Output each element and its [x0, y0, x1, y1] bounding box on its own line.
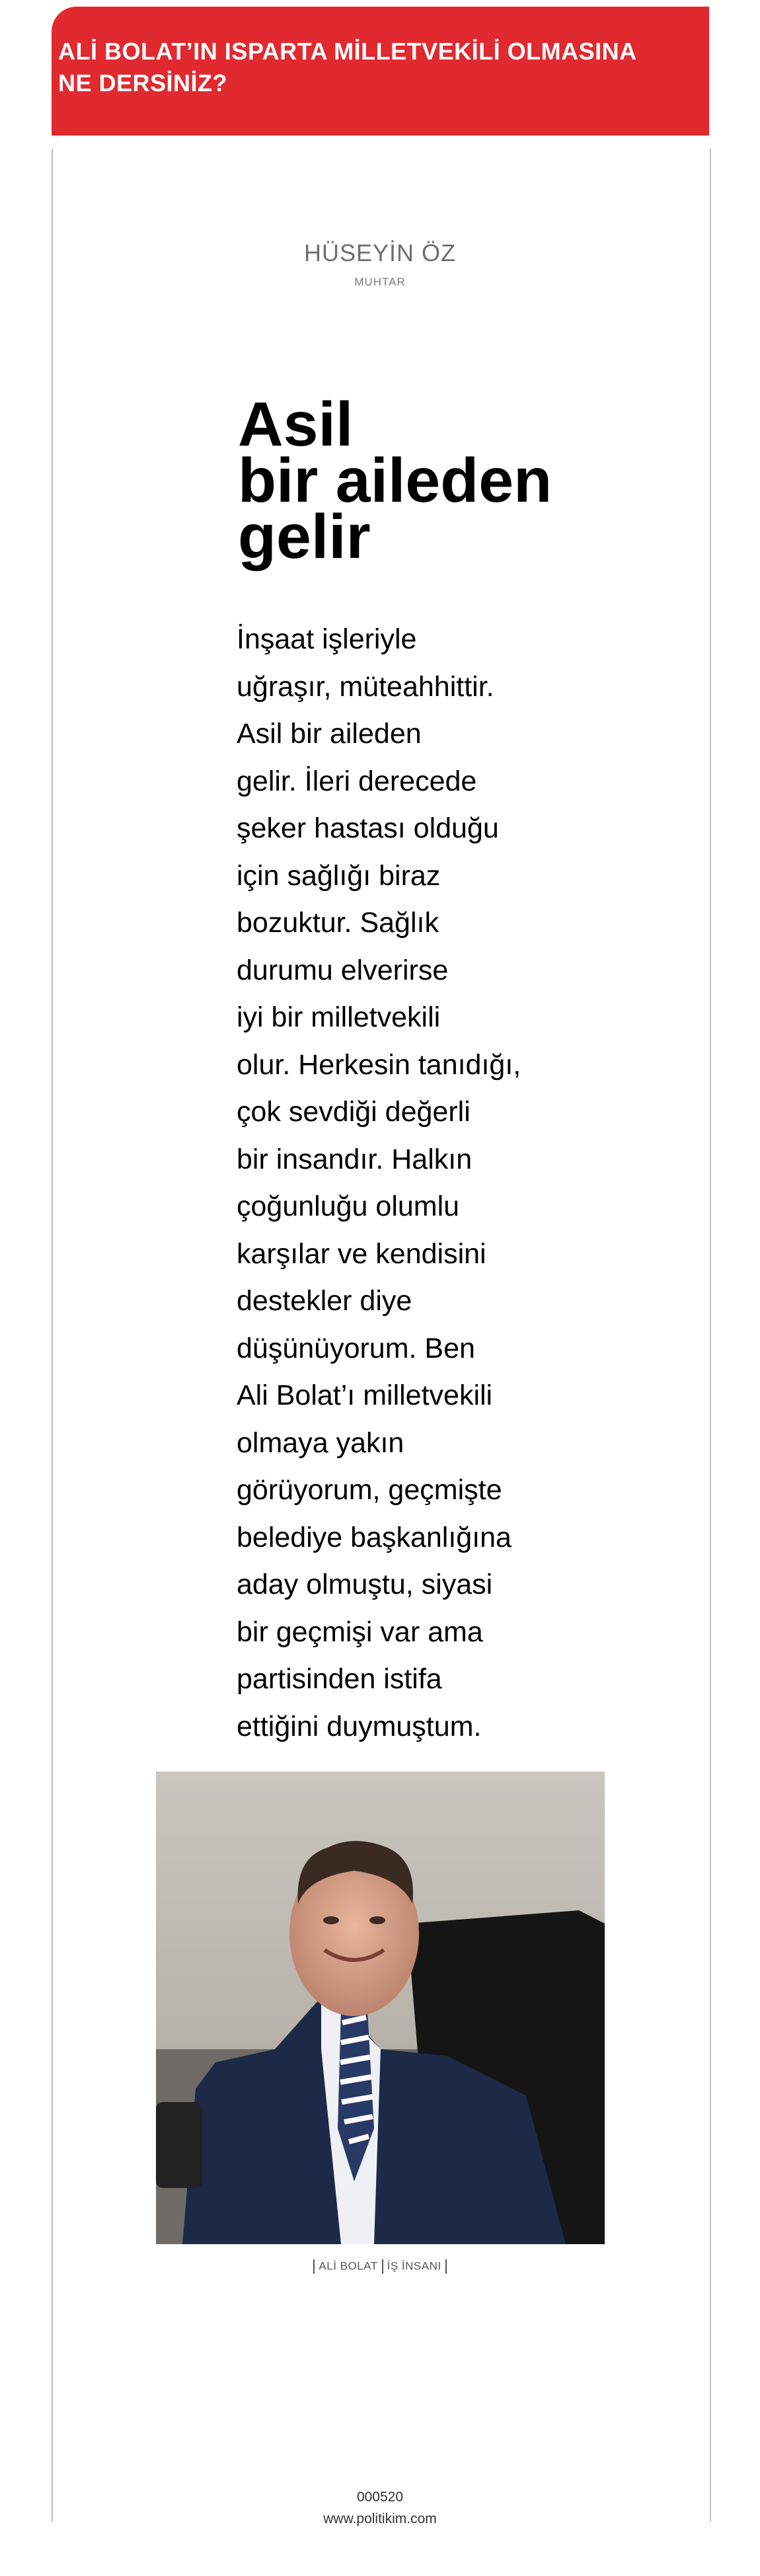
article-body	[237, 616, 620, 1750]
portrait-illustration	[156, 1772, 605, 2244]
body-line: olmaya yakın	[237, 1426, 404, 1459]
headline	[238, 389, 608, 572]
body-line: ettiğini duymuştum.	[237, 1710, 482, 1742]
body-line: destekler diye	[237, 1285, 412, 1317]
caption-separator	[445, 2259, 447, 2274]
caption-separator	[313, 2259, 315, 2274]
body-line: belediye başkanlığına	[237, 1521, 512, 1553]
body-line: olur. Herkesin tanıdığı,	[237, 1048, 521, 1081]
author-role: MUHTAR	[354, 276, 406, 288]
body-line: düşünüyorum. Ben	[237, 1332, 475, 1364]
body-line: İnşaat işleriyle	[237, 623, 417, 655]
banner-question: ALİ BOLAT’IN ISPARTA MİLLETVEKİLİ OLMASINA NE DERSİNİZ?	[58, 38, 636, 97]
left-border-rule	[52, 149, 53, 2522]
microphone	[156, 2102, 202, 2188]
body-line: partisinden istifa	[237, 1663, 442, 1695]
right-eye	[369, 1916, 385, 1924]
left-eye	[323, 1916, 339, 1924]
body-line: durumu elverirse	[237, 954, 449, 986]
body-line: bir insandır. Halkın	[237, 1143, 473, 1175]
body-line: çoğunluğu olumlu	[237, 1190, 460, 1222]
body-line: için sağlığı biraz	[237, 859, 441, 892]
headline-line: bir aileden	[238, 446, 552, 516]
website-link[interactable]: www.politikim.com	[323, 2511, 437, 2526]
body-line: görüyorum, geçmişte	[237, 1474, 502, 1506]
headline-line: gelir	[238, 502, 371, 572]
body-line: Asil bir aileden	[237, 718, 422, 750]
photo-caption	[0, 2259, 760, 2274]
body-line: Ali Bolat’ı milletvekili	[237, 1380, 493, 1411]
caption-separator	[382, 2259, 383, 2274]
page-number: 000520	[356, 2489, 404, 2505]
caption-title: İŞ İNSANI	[387, 2259, 441, 2273]
caption-name: ALİ BOLAT	[319, 2259, 378, 2273]
body-line: uğraşır, müteahhittir.	[237, 670, 494, 703]
body-line: bozuktur. Sağlık	[237, 907, 439, 939]
portrait-photo	[156, 1772, 605, 2244]
right-border-rule	[710, 149, 711, 2522]
body-line: aday olmuştu, siyasi	[237, 1569, 493, 1600]
headline-line: Asil	[238, 389, 354, 459]
author-name: HÜSEYİN ÖZ	[303, 239, 457, 266]
body-line: iyi bir milletvekili	[237, 1001, 441, 1033]
body-line: bir geçmişi var ama	[237, 1616, 483, 1648]
body-line: şeker hastası olduğu	[237, 812, 499, 844]
body-line: çok sevdiği değerli	[237, 1096, 471, 1128]
body-line: gelir. İleri derecede	[237, 765, 477, 797]
body-line: karşılar ve kendisini	[237, 1237, 486, 1270]
